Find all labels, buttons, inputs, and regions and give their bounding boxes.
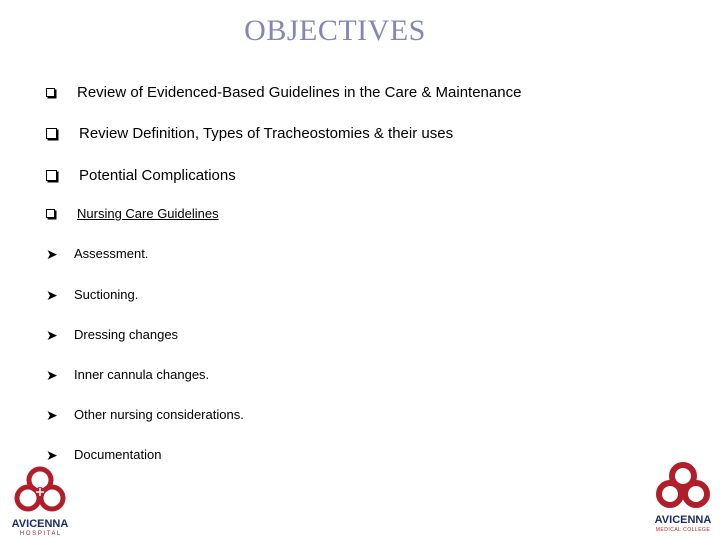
care-item [46,246,148,261]
objective-item [46,125,453,142]
care-item-text: Dressing changes [74,327,179,342]
trefoil-emblem-icon [8,466,72,516]
objective-text-underlined: Nursing Care Guidelines [77,206,219,221]
arrowhead-bullet-icon: ➤ [46,326,58,343]
arrowhead-bullet-icon: ➤ [46,286,58,303]
objective-text: Review of Evidenced-Based Guidelines in the Care & Maintenance [77,84,522,101]
avicenna-college-logo [650,462,716,533]
square-bullet-icon [46,170,57,181]
care-item [46,327,178,342]
logo-name: AVICENNA [654,514,712,526]
care-item-text: Other nursing considerations. [74,407,244,422]
objective-item [46,167,236,184]
arrowhead-bullet-icon: ➤ [46,245,58,262]
logo-name: AVICENNA [11,518,69,530]
objective-item [46,206,219,221]
care-item [46,287,138,302]
arrowhead-bullet-icon: ➤ [46,446,58,463]
care-item-text: Suctioning. [74,287,139,302]
care-item-text: Documentation [74,447,162,462]
care-item [46,367,209,382]
square-bullet-icon [46,209,55,218]
square-bullet-icon [46,88,55,97]
care-item [46,447,161,462]
objective-text: Review Definition, Types of Tracheostomies & their uses [79,125,454,142]
objective-item [46,84,521,101]
logo-subtitle: MEDICAL COLLEGE [655,527,711,533]
trefoil-emblem-icon [650,462,716,512]
care-item-text: Inner cannula changes. [74,367,210,382]
arrowhead-bullet-icon: ➤ [46,406,58,423]
square-bullet-icon [46,128,57,139]
logo-subtitle: H O S P I T A L [19,531,61,537]
care-item [46,407,244,422]
objective-text: Potential Complications [79,167,236,184]
care-item-text: Assessment. [74,246,149,261]
arrowhead-bullet-icon: ➤ [46,366,58,383]
slide-title: OBJECTIVES [244,14,426,47]
avicenna-hospital-logo [8,466,72,537]
